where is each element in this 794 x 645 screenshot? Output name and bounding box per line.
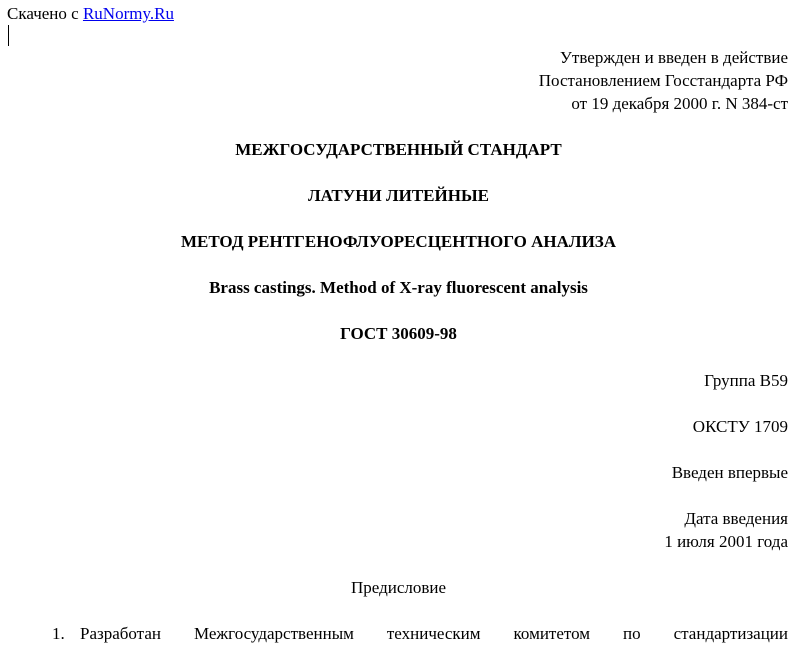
standard-type-heading: МЕЖГОСУДАРСТВЕННЫЙ СТАНДАРТ <box>235 140 562 159</box>
group-label: Группа В59 <box>704 371 788 390</box>
date-label: Дата введения <box>684 509 788 528</box>
approval-line-3: от 19 декабря 2000 г. N 384-ст <box>571 94 788 113</box>
foreword-item-text: Разработан Межгосударственным техническим комитетом по стандартизации <box>80 624 788 643</box>
date-value: 1 июля 2001 года <box>664 532 788 551</box>
introduced-note: Введен впервые <box>671 463 788 482</box>
standard-code: ГОСТ 30609-98 <box>340 324 457 343</box>
source-prefix: Скачено с <box>7 4 79 23</box>
okstu-label: ОКСТУ 1709 <box>692 417 788 436</box>
foreword-item-number: 1. <box>52 624 65 643</box>
foreword-item <box>52 622 788 645</box>
text-cursor <box>8 25 9 46</box>
method-heading: МЕТОД РЕНТГЕНОФЛУОРЕСЦЕНТНОГО АНАЛИЗА <box>180 232 617 251</box>
english-title: Brass castings. Method of X-ray fluorescent analysis <box>209 278 588 297</box>
download-source-line <box>7 2 174 25</box>
approval-line-2: Постановлением Госстандарта РФ <box>538 71 788 90</box>
subject-heading: ЛАТУНИ ЛИТЕЙНЫЕ <box>307 186 489 205</box>
source-link[interactable]: RuNormy.Ru <box>82 4 174 23</box>
approval-line-1: Утвержден и введен в действие <box>559 48 788 67</box>
foreword-heading: Предисловие <box>350 578 447 597</box>
